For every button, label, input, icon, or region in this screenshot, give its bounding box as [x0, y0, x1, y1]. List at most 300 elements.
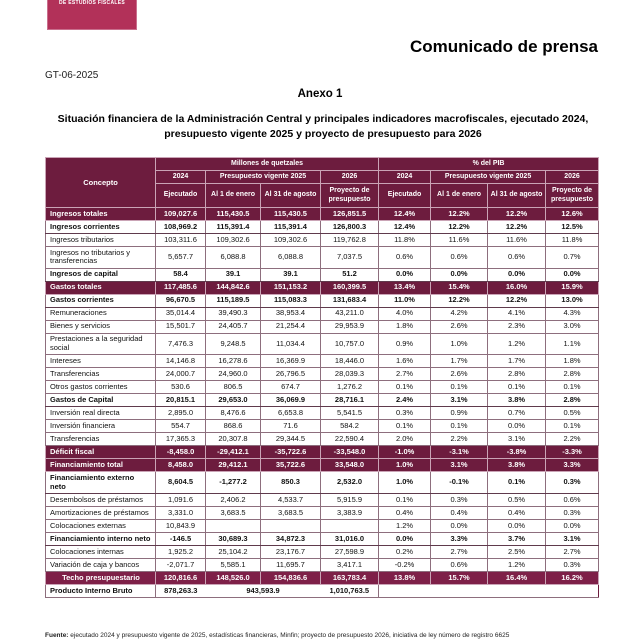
row-value: 16.4%: [488, 572, 546, 585]
row-label: Ingresos de capital: [46, 268, 156, 281]
row-value: 1.2%: [488, 559, 546, 572]
row-value: 0.0%: [546, 520, 599, 533]
row-value: 13.0%: [546, 294, 599, 307]
table-row: [46, 533, 599, 546]
row-value: 16.0%: [488, 281, 546, 294]
table-body: [46, 208, 599, 598]
doc-code: GT-06-2025: [45, 70, 99, 81]
table-row: [46, 585, 599, 598]
row-value: 115,391.4: [206, 221, 261, 234]
row-value: 96,670.5: [156, 294, 206, 307]
table-row: [46, 494, 599, 507]
row-value: 2,895.0: [156, 407, 206, 420]
header-q-2026: 2026: [321, 171, 379, 184]
row-label: Financiamiento interno neto: [46, 533, 156, 546]
row-value: 12.2%: [488, 294, 546, 307]
row-value: 103,311.6: [156, 234, 206, 247]
row-label: Ingresos corrientes: [46, 221, 156, 234]
row-value: 8,476.6: [206, 407, 261, 420]
row-value: 38,953.4: [261, 307, 321, 320]
table-row: [46, 381, 599, 394]
row-label: Gastos corrientes: [46, 294, 156, 307]
row-value: 11,034.4: [261, 333, 321, 355]
table-row: [46, 446, 599, 459]
row-label: Ingresos no tributarios y transferencias: [46, 247, 156, 269]
row-value: 12.2%: [488, 208, 546, 221]
table-row: [46, 307, 599, 320]
row-value: 7,037.5: [321, 247, 379, 269]
row-value: 0.9%: [431, 407, 488, 420]
row-value: 3,683.5: [261, 507, 321, 520]
row-value: 0.6%: [546, 494, 599, 507]
row-value: 5,657.7: [156, 247, 206, 269]
row-value: [379, 585, 599, 598]
row-value: 4.1%: [488, 307, 546, 320]
row-value: 0.3%: [546, 507, 599, 520]
row-value: -2,071.7: [156, 559, 206, 572]
row-value: 0.0%: [546, 268, 599, 281]
row-value: 3.7%: [488, 533, 546, 546]
row-value: 0.0%: [431, 520, 488, 533]
row-value: 4,533.7: [261, 494, 321, 507]
header-q-pv2025: Presupuesto vigente 2025: [206, 171, 321, 184]
row-value: 0.0%: [379, 268, 431, 281]
row-label: Amortizaciones de préstamos: [46, 507, 156, 520]
row-value: 3.3%: [431, 533, 488, 546]
row-value: 0.1%: [546, 420, 599, 433]
row-value: 868.6: [206, 420, 261, 433]
header-p-enero: Al 1 de enero: [431, 184, 488, 208]
row-label: Transferencias: [46, 433, 156, 446]
row-value: 12.4%: [379, 208, 431, 221]
row-value: 115,083.3: [261, 294, 321, 307]
table-row: [46, 368, 599, 381]
row-value: 2.3%: [488, 320, 546, 333]
row-value: -1.0%: [379, 446, 431, 459]
row-value: 115,430.5: [261, 208, 321, 221]
row-value: 878,263.3: [156, 585, 206, 598]
table-row: [46, 407, 599, 420]
source-note: [45, 632, 605, 639]
row-value: 5,541.5: [321, 407, 379, 420]
row-value: 0.9%: [379, 333, 431, 355]
row-label: Financiamiento total: [46, 459, 156, 472]
row-label: Otros gastos corrientes: [46, 381, 156, 394]
table-row: [46, 320, 599, 333]
row-value: 1.1%: [546, 333, 599, 355]
row-value: 0.4%: [379, 507, 431, 520]
header-p-ejecutado: Ejecutado: [379, 184, 431, 208]
row-value: 131,683.4: [321, 294, 379, 307]
row-value: 9,248.5: [206, 333, 261, 355]
row-value: 3.8%: [488, 459, 546, 472]
row-value: 115,189.5: [206, 294, 261, 307]
fiscal-table-container: [45, 157, 598, 598]
row-value: 51.2: [321, 268, 379, 281]
row-value: 28,716.1: [321, 394, 379, 407]
row-value: 29,412.1: [206, 459, 261, 472]
row-label: Techo presupuestario: [46, 572, 156, 585]
row-value: 3.1%: [431, 394, 488, 407]
row-value: -35,722.6: [261, 446, 321, 459]
row-value: 0.4%: [488, 507, 546, 520]
row-value: 12.4%: [379, 221, 431, 234]
header-q-enero: Al 1 de enero: [206, 184, 261, 208]
row-value: 30,689.3: [206, 533, 261, 546]
row-value: 2,406.2: [206, 494, 261, 507]
row-value: 11,695.7: [261, 559, 321, 572]
row-value: 554.7: [156, 420, 206, 433]
row-value: 144,842.6: [206, 281, 261, 294]
row-label: Desembolsos de préstamos: [46, 494, 156, 507]
row-label: Gastos totales: [46, 281, 156, 294]
row-value: 3,683.5: [206, 507, 261, 520]
row-value: 0.2%: [379, 546, 431, 559]
row-label: Inversión financiera: [46, 420, 156, 433]
row-value: 850.3: [261, 472, 321, 494]
row-value: 3.1%: [488, 433, 546, 446]
row-value: 6,088.8: [206, 247, 261, 269]
table-row: [46, 507, 599, 520]
row-value: 0.1%: [488, 381, 546, 394]
row-value: 2.6%: [431, 368, 488, 381]
row-label: Prestaciones a la seguridad social: [46, 333, 156, 355]
row-value: 120,816.6: [156, 572, 206, 585]
row-value: 33,548.0: [321, 459, 379, 472]
row-value: 24,000.7: [156, 368, 206, 381]
row-value: [206, 520, 261, 533]
row-value: 29,953.9: [321, 320, 379, 333]
row-label: Inversión real directa: [46, 407, 156, 420]
row-value: 0.1%: [379, 420, 431, 433]
row-value: 3,417.1: [321, 559, 379, 572]
row-label: Gastos de Capital: [46, 394, 156, 407]
row-value: 2.8%: [488, 368, 546, 381]
row-value: 0.0%: [488, 420, 546, 433]
header-q-ejecutado: Ejecutado: [156, 184, 206, 208]
row-value: 160,399.5: [321, 281, 379, 294]
row-value: 2.8%: [546, 394, 599, 407]
table-row: [46, 394, 599, 407]
row-value: 2.2%: [431, 433, 488, 446]
row-value: 2,532.0: [321, 472, 379, 494]
row-value: 11.8%: [546, 234, 599, 247]
row-value: 39,490.3: [206, 307, 261, 320]
row-value: 8,604.5: [156, 472, 206, 494]
row-value: 36,069.9: [261, 394, 321, 407]
row-value: 23,176.7: [261, 546, 321, 559]
row-value: 1.0%: [379, 459, 431, 472]
row-value: 0.7%: [546, 247, 599, 269]
row-value: 18,446.0: [321, 355, 379, 368]
row-value: 3.8%: [488, 394, 546, 407]
row-value: 0.6%: [379, 247, 431, 269]
row-value: 0.1%: [431, 381, 488, 394]
row-value: 20,815.1: [156, 394, 206, 407]
row-value: 12.5%: [546, 221, 599, 234]
row-value: 35,722.6: [261, 459, 321, 472]
row-value: 1,091.6: [156, 494, 206, 507]
table-row: [46, 333, 599, 355]
press-release-title: Comunicado de prensa: [410, 37, 598, 56]
row-value: 0.5%: [488, 494, 546, 507]
row-value: 2.0%: [379, 433, 431, 446]
table-header: [46, 158, 599, 208]
row-value: 24,960.0: [206, 368, 261, 381]
row-value: 12.6%: [546, 208, 599, 221]
row-value: -29,412.1: [206, 446, 261, 459]
row-value: 2.8%: [546, 368, 599, 381]
row-value: 115,391.4: [261, 221, 321, 234]
fiscal-table: [45, 157, 599, 598]
row-value: -1,277.2: [206, 472, 261, 494]
table-row: [46, 472, 599, 494]
row-value: 14,146.8: [156, 355, 206, 368]
row-value: 4.2%: [431, 307, 488, 320]
row-value: 0.0%: [379, 533, 431, 546]
row-value: 15.7%: [431, 572, 488, 585]
row-value: 0.3%: [431, 494, 488, 507]
row-value: 584.2: [321, 420, 379, 433]
row-value: [261, 520, 321, 533]
row-value: 0.3%: [379, 407, 431, 420]
row-value: 26,796.5: [261, 368, 321, 381]
row-value: 12.2%: [488, 221, 546, 234]
header-concepto: Concepto: [46, 158, 156, 208]
row-value: 1,276.2: [321, 381, 379, 394]
row-value: 11.6%: [431, 234, 488, 247]
annex-title: Anexo 1: [297, 88, 343, 100]
row-value: 4.3%: [546, 307, 599, 320]
header-group-pib: % del PIB: [379, 158, 599, 171]
row-value: 25,104.2: [206, 546, 261, 559]
row-value: 0.5%: [546, 407, 599, 420]
header-p-2026: 2026: [546, 171, 599, 184]
row-value: 13.4%: [379, 281, 431, 294]
row-value: 4.0%: [379, 307, 431, 320]
row-value: 3.0%: [546, 320, 599, 333]
row-value: 6,653.8: [261, 407, 321, 420]
row-value: 148,526.0: [206, 572, 261, 585]
row-value: 21,254.4: [261, 320, 321, 333]
row-value: 11.8%: [379, 234, 431, 247]
row-value: 1.6%: [379, 355, 431, 368]
row-value: 1.8%: [379, 320, 431, 333]
row-value: 1,010,763.5: [321, 585, 379, 598]
row-value: 15.9%: [546, 281, 599, 294]
row-value: 2.7%: [379, 368, 431, 381]
row-value: 0.0%: [431, 268, 488, 281]
row-label: Financiamiento externo neto: [46, 472, 156, 494]
row-value: 108,969.2: [156, 221, 206, 234]
table-row: [46, 234, 599, 247]
row-value: 58.4: [156, 268, 206, 281]
row-label: Producto Interno Bruto: [46, 585, 156, 598]
row-value: 3,331.0: [156, 507, 206, 520]
row-value: 17,365.3: [156, 433, 206, 446]
header-q-agosto: Al 31 de agosto: [261, 184, 321, 208]
row-value: 0.6%: [431, 559, 488, 572]
table-row: [46, 281, 599, 294]
row-value: 31,016.0: [321, 533, 379, 546]
row-value: 1,925.2: [156, 546, 206, 559]
row-value: 12.2%: [431, 221, 488, 234]
row-value: -0.2%: [379, 559, 431, 572]
row-value: 2.7%: [546, 546, 599, 559]
row-value: 0.7%: [488, 407, 546, 420]
row-value: 34,872.3: [261, 533, 321, 546]
row-value: 0.0%: [488, 520, 546, 533]
table-row: [46, 420, 599, 433]
row-value: 1.2%: [488, 333, 546, 355]
row-value: 15.4%: [431, 281, 488, 294]
row-value: 3,383.9: [321, 507, 379, 520]
row-value: 39.1: [261, 268, 321, 281]
row-label: Colocaciones externas: [46, 520, 156, 533]
row-value: 530.6: [156, 381, 206, 394]
row-value: 0.1%: [379, 381, 431, 394]
row-value: 1.7%: [488, 355, 546, 368]
table-row: [46, 520, 599, 533]
row-value: 29,344.5: [261, 433, 321, 446]
row-label: Intereses: [46, 355, 156, 368]
row-value: 1.7%: [431, 355, 488, 368]
row-value: 3.1%: [546, 533, 599, 546]
row-value: 11.0%: [379, 294, 431, 307]
row-value: 5,585.1: [206, 559, 261, 572]
row-value: -3.1%: [431, 446, 488, 459]
row-value: [321, 520, 379, 533]
row-value: 0.4%: [431, 507, 488, 520]
row-value: 20,307.8: [206, 433, 261, 446]
row-value: 29,653.0: [206, 394, 261, 407]
row-value: 0.6%: [431, 247, 488, 269]
row-value: 2.4%: [379, 394, 431, 407]
row-label: Transferencias: [46, 368, 156, 381]
table-row: [46, 208, 599, 221]
row-value: 5,915.9: [321, 494, 379, 507]
table-row: [46, 221, 599, 234]
row-value: 16,278.6: [206, 355, 261, 368]
row-value: 12.2%: [431, 208, 488, 221]
table-row: [46, 559, 599, 572]
row-value: 163,783.4: [321, 572, 379, 585]
row-value: 117,485.6: [156, 281, 206, 294]
row-value: 1.2%: [379, 520, 431, 533]
header-p-agosto: Al 31 de agosto: [488, 184, 546, 208]
row-value: 0.1%: [488, 472, 546, 494]
row-value: 1.0%: [379, 472, 431, 494]
row-value: 15,501.7: [156, 320, 206, 333]
row-value: 109,302.6: [261, 234, 321, 247]
table-row: [46, 433, 599, 446]
header-p-pv2025: Presupuesto vigente 2025: [431, 171, 546, 184]
row-value: 8,458.0: [156, 459, 206, 472]
row-value: 2.6%: [431, 320, 488, 333]
row-value: 0.3%: [546, 472, 599, 494]
table-row: [46, 247, 599, 269]
header-p-proyecto: Proyecto de presupuesto: [546, 184, 599, 208]
row-value: -3.3%: [546, 446, 599, 459]
row-value: -3.8%: [488, 446, 546, 459]
table-row: [46, 294, 599, 307]
table-row: [46, 459, 599, 472]
row-value: 1.0%: [431, 333, 488, 355]
row-value: -33,548.0: [321, 446, 379, 459]
header-q-proyecto: Proyecto de presupuesto: [321, 184, 379, 208]
row-label: Bienes y servicios: [46, 320, 156, 333]
source-label: Fuente:: [45, 632, 69, 639]
row-value: 126,851.5: [321, 208, 379, 221]
header-q-2024: 2024: [156, 171, 206, 184]
row-value: 674.7: [261, 381, 321, 394]
row-value: 11.6%: [488, 234, 546, 247]
row-value: 71.6: [261, 420, 321, 433]
row-label: Déficit fiscal: [46, 446, 156, 459]
icefi-logo-text: DE ESTUDIOS FISCALES: [58, 0, 125, 6]
row-value: 35,014.4: [156, 307, 206, 320]
row-value: 2.5%: [488, 546, 546, 559]
row-value: 806.5: [206, 381, 261, 394]
row-label: Remuneraciones: [46, 307, 156, 320]
row-label: Ingresos totales: [46, 208, 156, 221]
table-row: [46, 546, 599, 559]
row-value: 12.2%: [431, 294, 488, 307]
row-value: 151,153.2: [261, 281, 321, 294]
row-value: 16.2%: [546, 572, 599, 585]
row-value: -146.5: [156, 533, 206, 546]
row-value: 13.8%: [379, 572, 431, 585]
row-value: 0.1%: [431, 420, 488, 433]
row-value: 27,598.9: [321, 546, 379, 559]
row-label: Ingresos tributarios: [46, 234, 156, 247]
row-value: 7,476.3: [156, 333, 206, 355]
source-text: ejecutado 2024 y presupuesto vigente de 2025, estadísticas financieras, Minfin; proyecto de presupuesto 2026, iniciativa de ley número de registro 6625: [68, 632, 510, 639]
icefi-logo: [47, 0, 137, 30]
row-value: 10,757.0: [321, 333, 379, 355]
row-value: 2.7%: [431, 546, 488, 559]
row-value: -0.1%: [431, 472, 488, 494]
header-p-2024: 2024: [379, 171, 431, 184]
row-value: 39.1: [206, 268, 261, 281]
row-value: 0.1%: [546, 381, 599, 394]
report-title: Situación financiera de la Administración Central y principales indicadores macrofiscales, ejecutado 2024, presupuesto vigente 2025 y proyecto de presupuesto para 2026: [57, 113, 589, 141]
header-group-quetzales: Millones de quetzales: [156, 158, 379, 171]
row-value: 22,590.4: [321, 433, 379, 446]
row-value: 1.8%: [546, 355, 599, 368]
row-value: 3.1%: [431, 459, 488, 472]
row-value: 109,302.6: [206, 234, 261, 247]
row-value: 2.2%: [546, 433, 599, 446]
row-value: 43,211.0: [321, 307, 379, 320]
row-value: 6,088.8: [261, 247, 321, 269]
row-label: Colocaciones internas: [46, 546, 156, 559]
row-value: 126,800.3: [321, 221, 379, 234]
table-row: [46, 268, 599, 281]
row-value: 115,430.5: [206, 208, 261, 221]
row-value: 943,593.9: [206, 585, 321, 598]
row-value: 109,027.6: [156, 208, 206, 221]
table-row: [46, 572, 599, 585]
row-value: 24,405.7: [206, 320, 261, 333]
row-value: 10,843.9: [156, 520, 206, 533]
row-value: 28,039.3: [321, 368, 379, 381]
row-value: 16,369.9: [261, 355, 321, 368]
row-value: 119,762.8: [321, 234, 379, 247]
row-value: 154,836.6: [261, 572, 321, 585]
row-value: 0.3%: [546, 559, 599, 572]
row-label: Variación de caja y bancos: [46, 559, 156, 572]
